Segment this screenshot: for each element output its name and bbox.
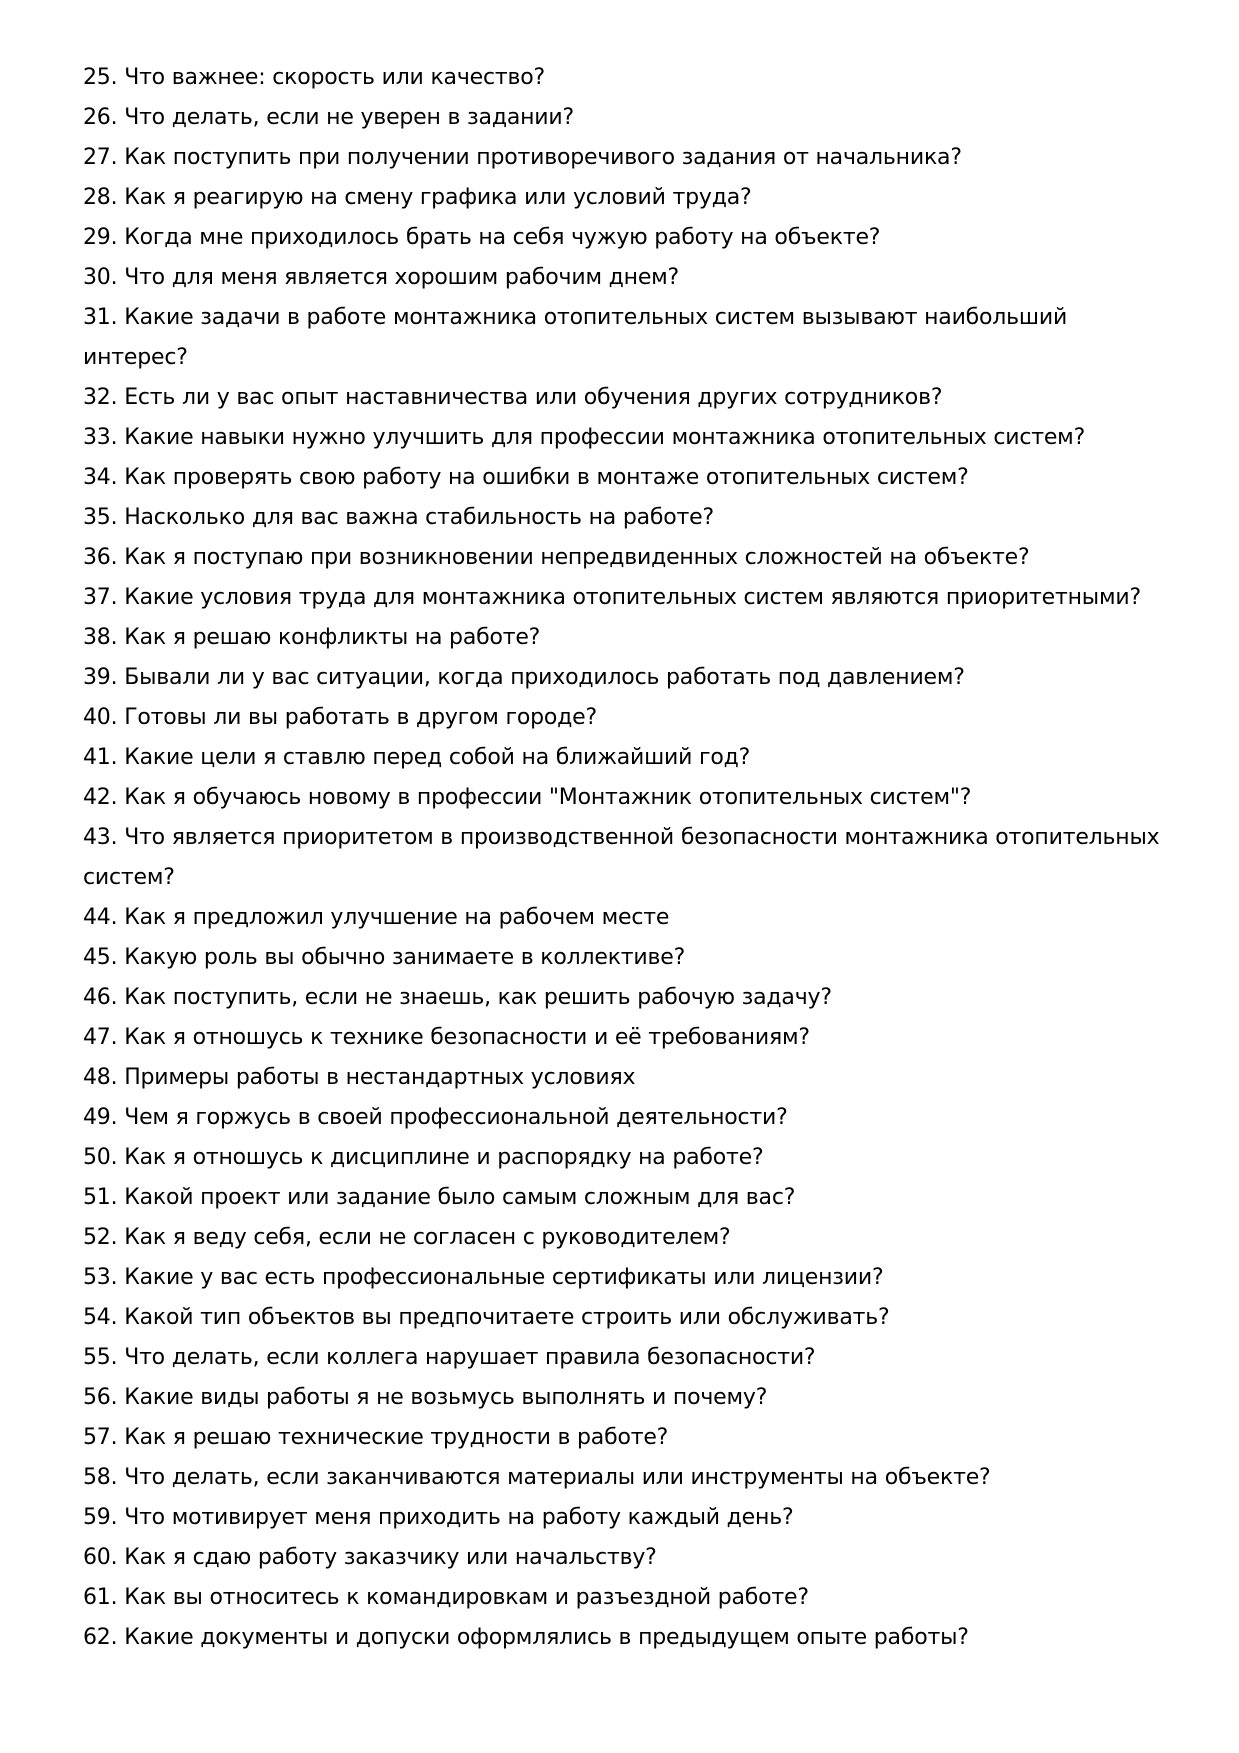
question-text: Что делать, если заканчиваются материалы или инструменты на объекте? <box>124 1465 991 1490</box>
question-number: 29. <box>83 225 118 250</box>
question-number: 61. <box>83 1585 118 1610</box>
list-item <box>83 818 1163 898</box>
question-text: Как я сдаю работу заказчику или начальству? <box>124 1545 657 1570</box>
question-text: Что для меня является хорошим рабочим днем? <box>124 265 680 290</box>
question-text: Какие документы и допуски оформлялись в предыдущем опыте работы? <box>124 1625 969 1650</box>
question-text: Чем я горжусь в своей профессиональной деятельности? <box>124 1105 788 1130</box>
question-number: 28. <box>83 185 118 210</box>
list-item <box>83 1458 1163 1498</box>
question-number: 49. <box>83 1105 118 1130</box>
list-item <box>83 98 1163 138</box>
list-item <box>83 898 1163 938</box>
question-number: 39. <box>83 665 118 690</box>
question-text: Что делать, если не уверен в задании? <box>124 105 574 130</box>
question-number: 38. <box>83 625 118 650</box>
question-number: 48. <box>83 1065 118 1090</box>
question-text: Бывали ли у вас ситуации, когда приходилось работать под давлением? <box>124 665 965 690</box>
question-text: Как я решаю технические трудности в работе? <box>124 1425 669 1450</box>
list-item <box>83 138 1163 178</box>
question-list <box>83 58 1163 1658</box>
question-number: 57. <box>83 1425 118 1450</box>
question-number: 47. <box>83 1025 118 1050</box>
question-text: Как я предложил улучшение на рабочем месте <box>124 905 670 930</box>
question-number: 44. <box>83 905 118 930</box>
question-text: Как поступить при получении противоречивого задания от начальника? <box>124 145 962 170</box>
list-item <box>83 1298 1163 1338</box>
list-item <box>83 378 1163 418</box>
question-text: Как я обучаюсь новому в профессии "Монтажник отопительных систем"? <box>124 785 972 810</box>
question-number: 51. <box>83 1185 118 1210</box>
list-item <box>83 58 1163 98</box>
question-text: Что важнее: скорость или качество? <box>124 65 545 90</box>
question-text: Как я решаю конфликты на работе? <box>124 625 541 650</box>
list-item <box>83 1058 1163 1098</box>
question-number: 60. <box>83 1545 118 1570</box>
question-text: Какие навыки нужно улучшить для профессии монтажника отопительных систем? <box>124 425 1086 450</box>
question-number: 34. <box>83 465 118 490</box>
question-text: Как я отношусь к дисциплине и распорядку на работе? <box>124 1145 764 1170</box>
question-text: Как я отношусь к технике безопасности и её требованиям? <box>124 1025 810 1050</box>
question-number: 46. <box>83 985 118 1010</box>
list-item <box>83 1498 1163 1538</box>
question-text: Есть ли у вас опыт наставничества или обучения других сотрудников? <box>124 385 943 410</box>
question-text: Как я реагирую на смену графика или условий труда? <box>124 185 752 210</box>
question-number: 26. <box>83 105 118 130</box>
question-number: 36. <box>83 545 118 570</box>
list-item <box>83 1418 1163 1458</box>
question-number: 58. <box>83 1465 118 1490</box>
list-item <box>83 1618 1163 1658</box>
question-text: Как поступить, если не знаешь, как решить рабочую задачу? <box>124 985 832 1010</box>
list-item <box>83 538 1163 578</box>
question-number: 27. <box>83 145 118 170</box>
list-item <box>83 778 1163 818</box>
list-item <box>83 1338 1163 1378</box>
question-text: Как вы относитесь к командировкам и разъездной работе? <box>124 1585 809 1610</box>
list-item <box>83 1138 1163 1178</box>
list-item <box>83 1218 1163 1258</box>
list-item <box>83 1178 1163 1218</box>
question-text: Как проверять свою работу на ошибки в монтаже отопительных систем? <box>124 465 969 490</box>
question-text: Примеры работы в нестандартных условиях <box>124 1065 636 1090</box>
list-item <box>83 1258 1163 1298</box>
list-item <box>83 258 1163 298</box>
question-number: 31. <box>83 305 118 330</box>
question-text: Какие условия труда для монтажника отопительных систем являются приоритетными? <box>124 585 1141 610</box>
document-page <box>83 58 1163 1658</box>
question-text: Какой проект или задание было самым сложным для вас? <box>124 1185 796 1210</box>
list-item <box>83 978 1163 1018</box>
question-number: 50. <box>83 1145 118 1170</box>
list-item <box>83 1098 1163 1138</box>
question-text: Какие задачи в работе монтажника отопительных систем вызывают наибольший интерес? <box>83 305 1068 370</box>
list-item <box>83 1018 1163 1058</box>
question-number: 43. <box>83 825 118 850</box>
question-text: Какие цели я ставлю перед собой на ближайший год? <box>124 745 751 770</box>
question-number: 62. <box>83 1625 118 1650</box>
question-text: Что мотивирует меня приходить на работу каждый день? <box>124 1505 794 1530</box>
question-text: Какие у вас есть профессиональные сертификаты или лицензии? <box>124 1265 884 1290</box>
question-number: 30. <box>83 265 118 290</box>
list-item <box>83 1538 1163 1578</box>
question-number: 37. <box>83 585 118 610</box>
question-number: 42. <box>83 785 118 810</box>
list-item <box>83 418 1163 458</box>
question-number: 40. <box>83 705 118 730</box>
question-text: Насколько для вас важна стабильность на работе? <box>124 505 714 530</box>
question-text: Что является приоритетом в производственной безопасности монтажника отопительных систем? <box>83 825 1160 890</box>
list-item <box>83 298 1163 378</box>
question-number: 45. <box>83 945 118 970</box>
list-item <box>83 1378 1163 1418</box>
list-item <box>83 698 1163 738</box>
question-text: Что делать, если коллега нарушает правила безопасности? <box>124 1345 816 1370</box>
question-number: 33. <box>83 425 118 450</box>
question-number: 56. <box>83 1385 118 1410</box>
question-text: Как я веду себя, если не согласен с руководителем? <box>124 1225 731 1250</box>
question-number: 59. <box>83 1505 118 1530</box>
question-number: 41. <box>83 745 118 770</box>
question-number: 25. <box>83 65 118 90</box>
list-item <box>83 578 1163 618</box>
list-item <box>83 218 1163 258</box>
list-item <box>83 618 1163 658</box>
question-number: 53. <box>83 1265 118 1290</box>
question-number: 52. <box>83 1225 118 1250</box>
question-text: Какие виды работы я не возьмусь выполнять и почему? <box>124 1385 768 1410</box>
question-text: Готовы ли вы работать в другом городе? <box>124 705 597 730</box>
list-item <box>83 658 1163 698</box>
question-number: 32. <box>83 385 118 410</box>
list-item <box>83 938 1163 978</box>
list-item <box>83 458 1163 498</box>
question-text: Когда мне приходилось брать на себя чужую работу на объекте? <box>124 225 881 250</box>
question-text: Как я поступаю при возникновении непредвиденных сложностей на объекте? <box>124 545 1030 570</box>
question-text: Какой тип объектов вы предпочитаете строить или обслуживать? <box>124 1305 890 1330</box>
list-item <box>83 1578 1163 1618</box>
question-number: 35. <box>83 505 118 530</box>
question-number: 55. <box>83 1345 118 1370</box>
list-item <box>83 738 1163 778</box>
list-item <box>83 178 1163 218</box>
question-number: 54. <box>83 1305 118 1330</box>
question-text: Какую роль вы обычно занимаете в коллективе? <box>124 945 686 970</box>
list-item <box>83 498 1163 538</box>
